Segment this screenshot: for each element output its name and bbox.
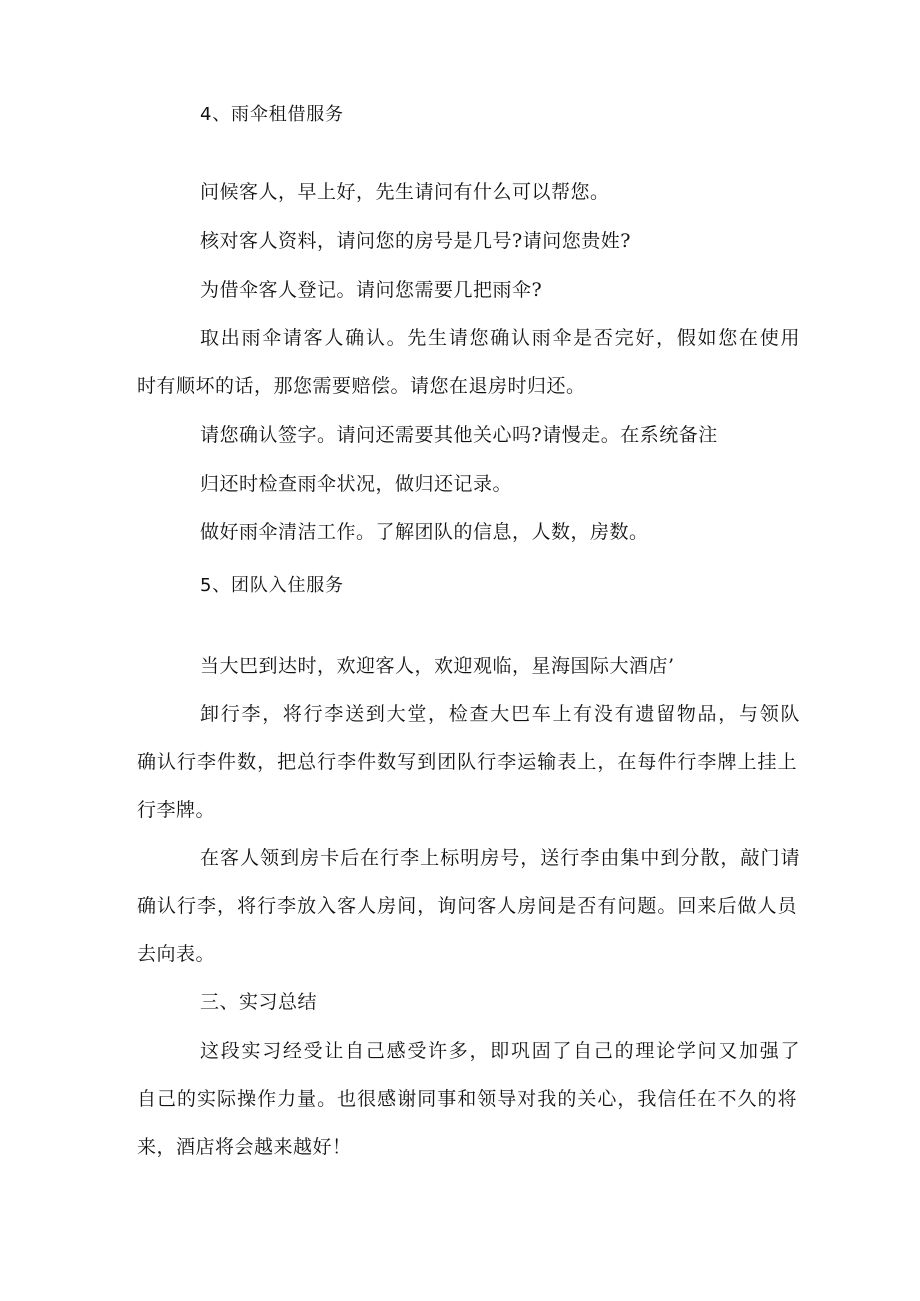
- paragraph-line: 做好雨伞清洁工作。了解团队的信息，人数，房数。: [200, 521, 649, 543]
- paragraph-line: 确认行李件数，把总行李件数写到团队行李运输表上，在每件行李牌上挂上: [137, 751, 797, 773]
- paragraph-line: 时有顺坏的话，那您需要赔偿。请您在退房时归还。: [137, 375, 586, 397]
- paragraph-line: 核对客人资料，请问您的房号是几号?请问您贵姓?: [200, 230, 631, 252]
- paragraph-line: 行李牌。: [137, 799, 216, 821]
- paragraph-line: 问候客人，早上好，先生请问有什么可以帮您。: [200, 181, 610, 203]
- paragraph-line: 当大巴到达时，欢迎客人，欢迎观临，星海国际大酒店’: [200, 655, 675, 677]
- paragraph-line: 请您确认签字。请问还需要其他关心吗?请慢走。在系统备注: [200, 424, 718, 446]
- paragraph-line: 这段实习经受让自己感受许多，即巩固了自己的理论学问又加强了: [200, 1040, 800, 1062]
- paragraph-line: 去向表。: [137, 943, 216, 965]
- paragraph-line: 在客人领到房卡后在行李上标明房号，送行李由集中到分散，敲门请: [200, 847, 800, 869]
- paragraph-line: 归还时检查雨伞状况，做归还记录。: [200, 473, 513, 495]
- section-heading-group-checkin: 5、团队入住服务: [200, 575, 344, 596]
- paragraph-line: 卸行李，将行李送到大堂，检查大巴车上有没有遗留物品，与领队: [200, 703, 800, 725]
- section-heading-internship-summary: 三、实习总结: [200, 991, 318, 1013]
- paragraph-line: 为借伞客人登记。请问您需要几把雨伞?: [200, 279, 543, 301]
- section-heading-umbrella-rental: 4、雨伞租借服务: [200, 104, 344, 125]
- paragraph-line: 来，酒店将会越来越好！: [137, 1136, 352, 1158]
- paragraph-line: 自己的实际操作力量。也很感谢同事和领导对我的关心，我信任在不久的将: [137, 1088, 797, 1110]
- paragraph-line: 确认行李，将行李放入客人房间，询问客人房间是否有问题。回来后做人员: [137, 895, 797, 917]
- paragraph-line: 取出雨伞请客人确认。先生请您确认雨伞是否完好，假如您在使用: [200, 327, 800, 349]
